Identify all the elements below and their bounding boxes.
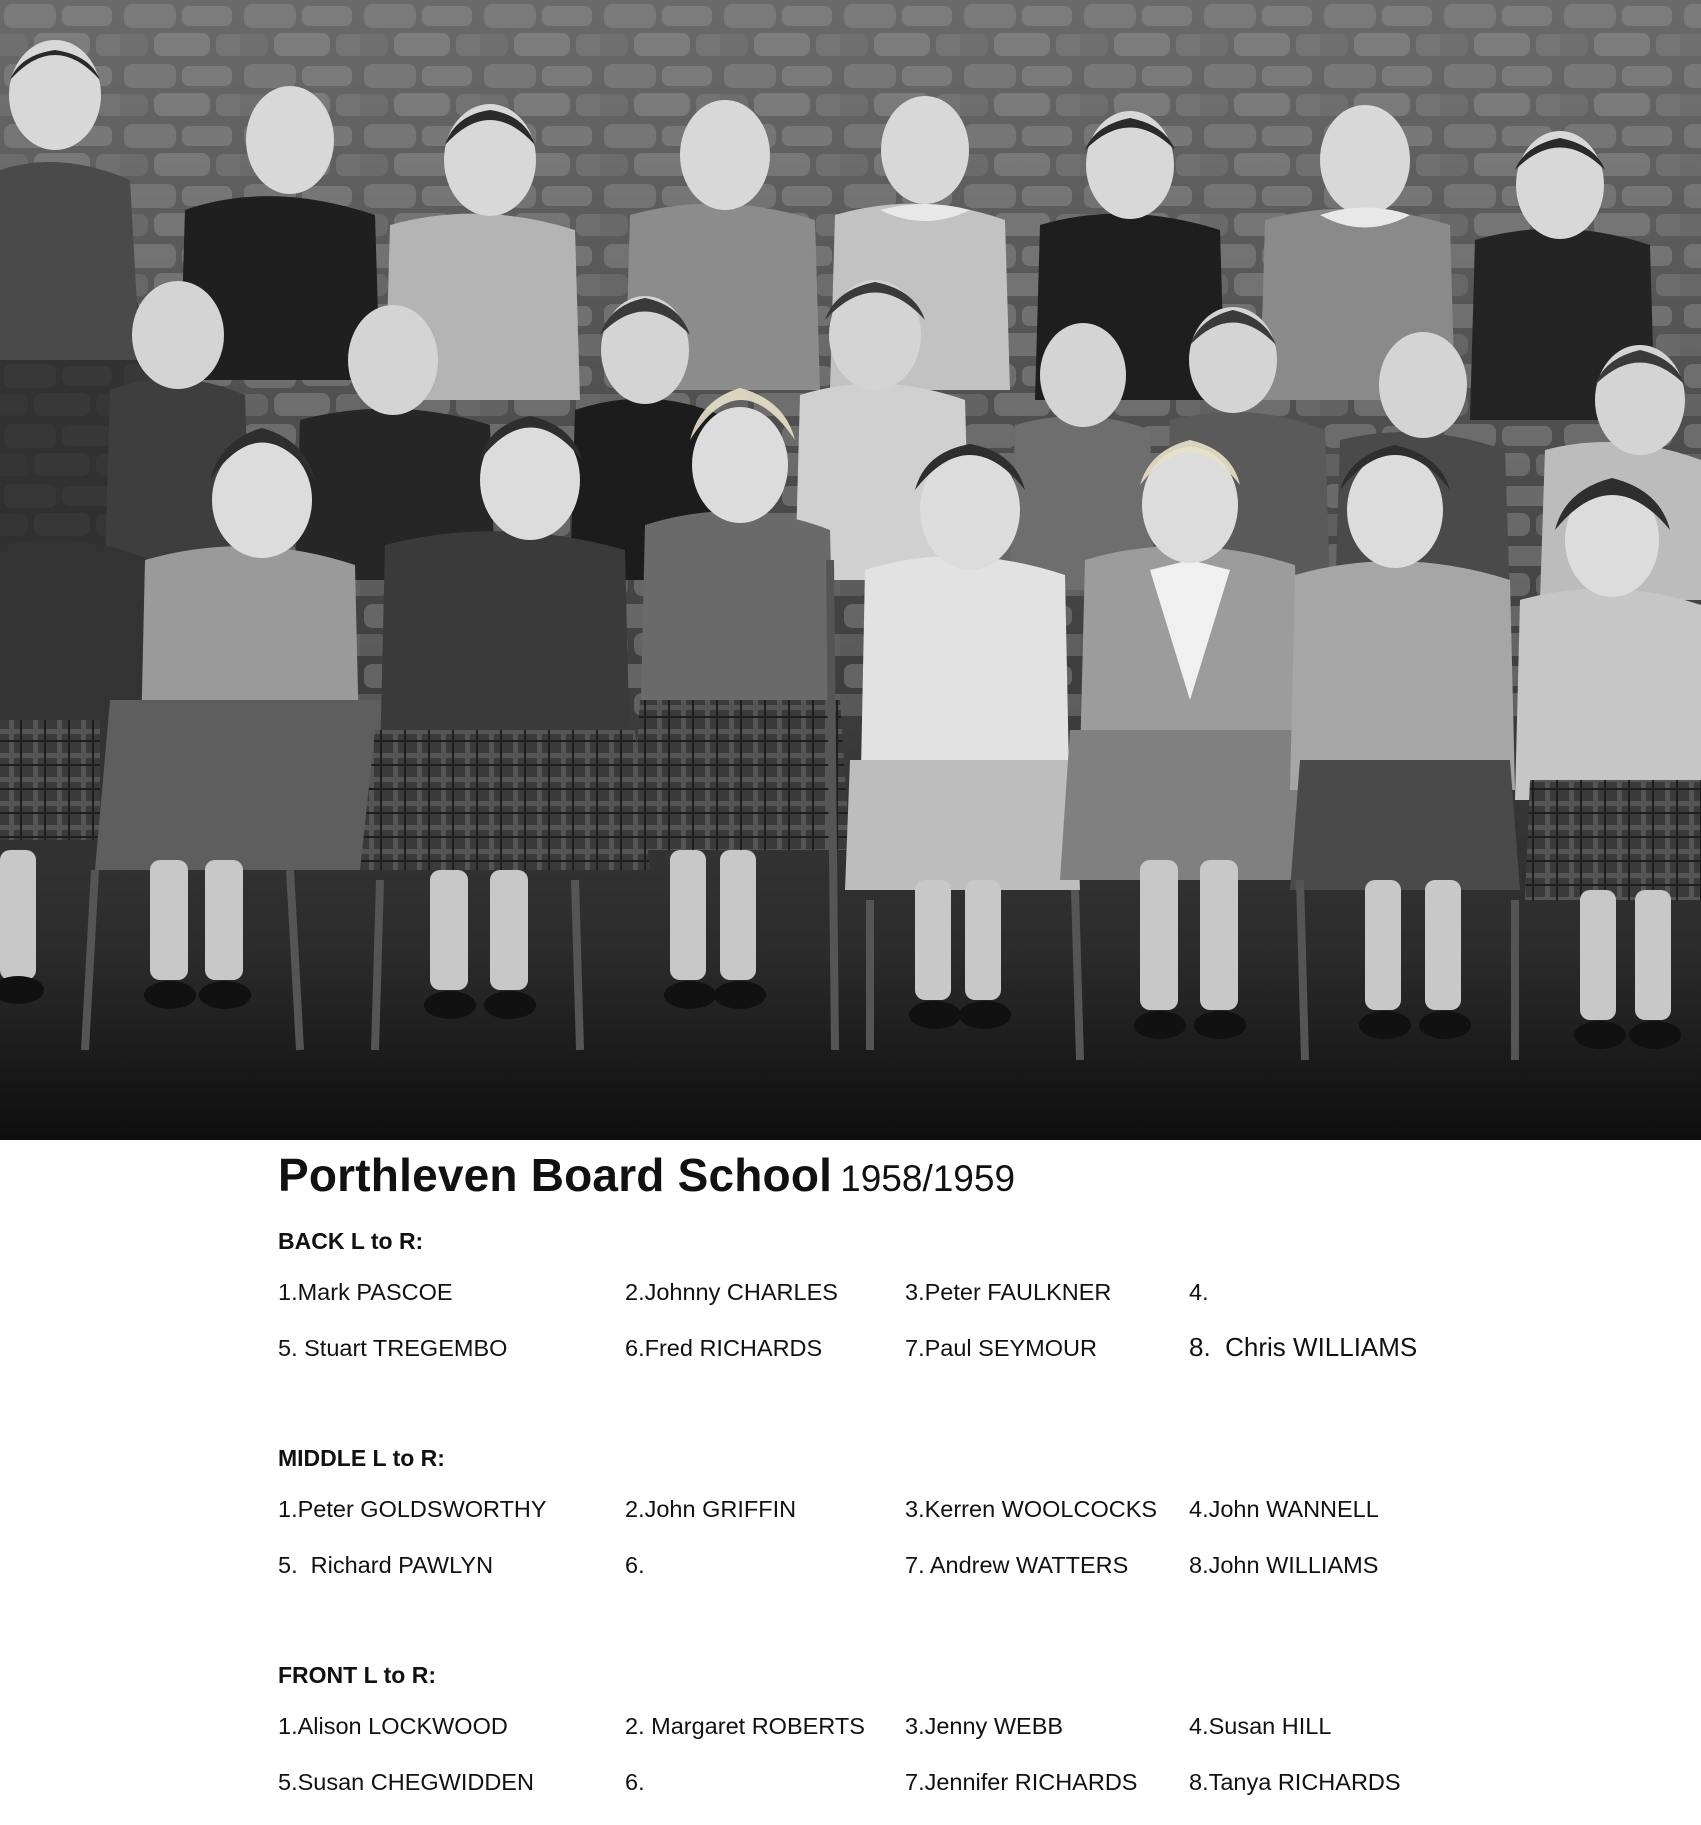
- name-entry: 5. Stuart TREGEMBO: [278, 1335, 508, 1361]
- name-entry: 2.Johnny CHARLES: [625, 1279, 838, 1305]
- front-row-section: [278, 1662, 1578, 1825]
- school-year: 1958/1959: [840, 1158, 1016, 1199]
- name-entry: 1.Peter GOLDSWORTHY: [278, 1496, 547, 1522]
- section-spacer: [278, 1391, 1578, 1425]
- name-row: [278, 1496, 1578, 1552]
- name-entry: 3.Jenny WEBB: [905, 1713, 1064, 1739]
- name-row: [278, 1332, 1578, 1391]
- name-entry: 7.Paul SEYMOUR: [905, 1335, 1097, 1361]
- name-row: [278, 1713, 1578, 1769]
- name-entry: 6.Fred RICHARDS: [625, 1335, 823, 1361]
- name-entry: 4.Susan HILL: [1189, 1713, 1332, 1739]
- name-entry: 6.: [625, 1552, 645, 1578]
- name-entry: 3.Peter FAULKNER: [905, 1279, 1112, 1305]
- name-entry: 6.: [625, 1769, 645, 1795]
- back-row-heading: BACK L to R:: [278, 1228, 424, 1254]
- school-name: Porthleven Board School: [278, 1149, 833, 1201]
- name-entry: 8.John WILLIAMS: [1189, 1552, 1379, 1578]
- caption-title: [278, 1148, 1578, 1202]
- name-entry: 4.John WANNELL: [1189, 1496, 1379, 1522]
- middle-row-section: [278, 1445, 1578, 1608]
- name-entry: 8.Tanya RICHARDS: [1189, 1769, 1401, 1795]
- name-entry: 5.Susan CHEGWIDDEN: [278, 1769, 534, 1795]
- name-entry: 2.John GRIFFIN: [625, 1496, 797, 1522]
- name-entry: 5. Richard PAWLYN: [278, 1552, 494, 1578]
- name-entry: 7. Andrew WATTERS: [905, 1552, 1129, 1578]
- middle-row-heading: MIDDLE L to R:: [278, 1445, 445, 1471]
- section-spacer: [278, 1608, 1578, 1642]
- name-entry: 1.Mark PASCOE: [278, 1279, 453, 1305]
- back-row-section: [278, 1228, 1578, 1391]
- name-row: [278, 1769, 1578, 1825]
- name-entry: 7.Jennifer RICHARDS: [905, 1769, 1138, 1795]
- name-entry: 1.Alison LOCKWOOD: [278, 1713, 508, 1739]
- name-row: [278, 1279, 1578, 1335]
- name-entry: 2. Margaret ROBERTS: [625, 1713, 865, 1739]
- name-entry: 8. Chris WILLIAMS: [1189, 1332, 1418, 1362]
- name-entry: 3.Kerren WOOLCOCKS: [905, 1496, 1158, 1522]
- photo-caption: [278, 1148, 1578, 1825]
- name-row: [278, 1552, 1578, 1608]
- front-row-heading: FRONT L to R:: [278, 1662, 436, 1688]
- name-entry: 4.: [1189, 1279, 1209, 1305]
